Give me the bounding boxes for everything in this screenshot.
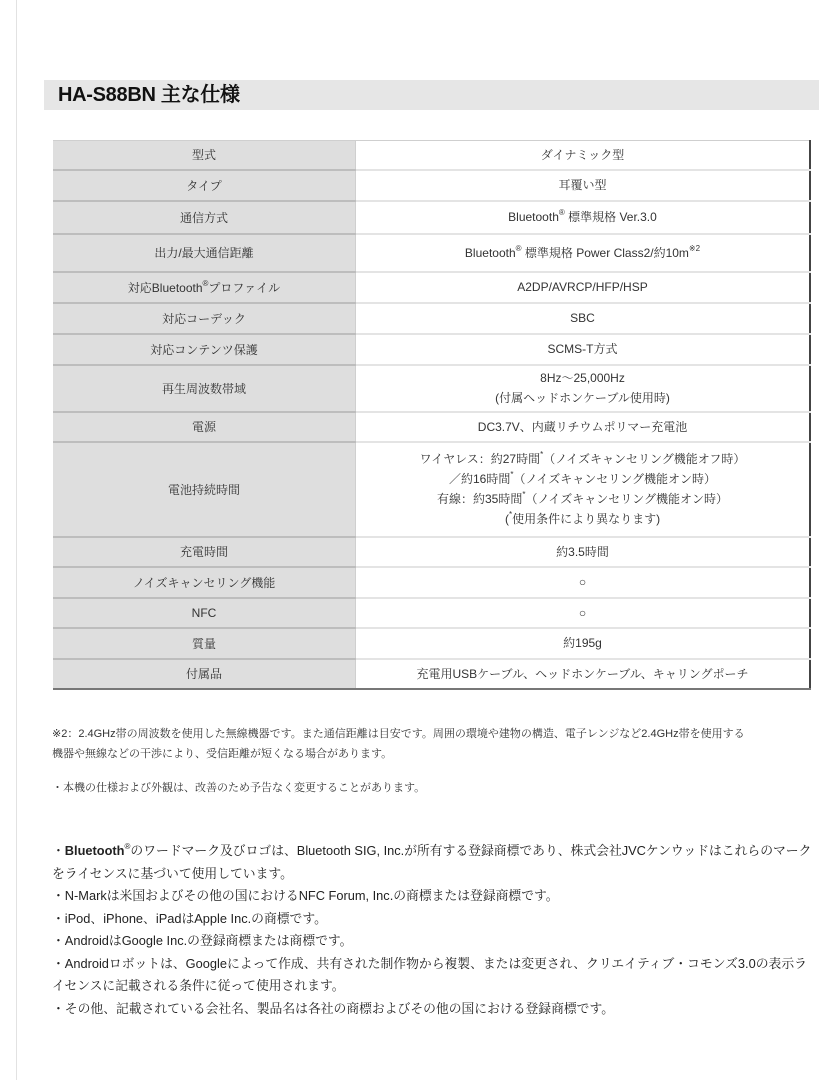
spec-value	[356, 659, 811, 689]
spec-value-line: 約195g	[563, 636, 602, 650]
registered-mark: ®	[202, 278, 209, 288]
trademark-others: ・その他、記載されている会社名、製品名は各社の商標およびその他の国における登録商標です。	[52, 1000, 615, 1016]
spec-value	[356, 365, 811, 412]
spec-value-line: 8Hz〜25,000Hz	[540, 371, 625, 385]
spec-value	[356, 201, 811, 234]
spec-label: 通信方式	[53, 201, 356, 234]
spec-row	[53, 334, 810, 365]
spec-value	[356, 272, 811, 303]
spec-label: 充電時間	[53, 537, 356, 567]
spec-row	[53, 412, 810, 442]
spec-value	[356, 234, 811, 272]
registered-mark: ®	[124, 842, 131, 851]
trademark-bluetooth	[52, 840, 812, 885]
trademark-bluetooth-text: のワードマーク及びロゴは、Bluetooth SIG, Inc.が所有する登録商標であり、株式会社JVCケンウッドはこれらのマークをライセンスに基づいて使用しています。	[52, 843, 812, 881]
spec-label: 出力/最大通信距離	[53, 234, 356, 272]
trademark-nmark: ・N-Markは米国およびその他の国におけるNFC Forum, Inc.の商標または登録商標です。	[52, 888, 559, 903]
spec-row	[53, 234, 810, 272]
spec-value	[356, 334, 811, 365]
spec-label: 電池持続時間	[53, 442, 356, 537]
spec-table	[53, 140, 811, 690]
spec-value-line: ／約16時間*（ノイズキャンセリング機能オン時）	[448, 470, 717, 486]
spec-row	[53, 272, 810, 303]
spec-value-line: ダイナミック型	[540, 147, 625, 162]
footnote-marker: ※2	[688, 243, 701, 253]
spec-label: 型式	[53, 141, 356, 170]
spec-label: ノイズキャンセリング機能	[53, 567, 356, 598]
spec-row	[53, 365, 810, 412]
footnote-marker: *	[540, 450, 544, 459]
spec-value-line: A2DP/AVRCP/HFP/HSP	[517, 280, 648, 294]
spec-row	[53, 303, 810, 334]
trademark-android: ・AndroidはGoogle Inc.の登録商標または商標です。	[52, 933, 353, 948]
spec-row	[53, 442, 810, 537]
spec-value-line: 有線：約35時間*（ノイズキャンセリング機能オン時）	[436, 490, 729, 506]
spec-value-line: Bluetooth® 標準規格 Power Class2/約$10m^{※2}$	[464, 243, 701, 260]
notes	[52, 724, 807, 798]
page-left-border	[16, 0, 17, 1080]
spec-value-line: DC3.7V、内蔵リチウムポリマー充電池	[477, 419, 688, 434]
spec-value-line: (付属ヘッドホンケーブル使用時)	[495, 391, 670, 405]
spec-row	[53, 170, 810, 201]
spec-label: 質量	[53, 628, 356, 659]
trademark-notices	[52, 840, 812, 1020]
spec-row	[53, 537, 810, 567]
spec-value-line: 約3.5時間	[556, 544, 609, 559]
page-title: HA-S88BN 主な仕様	[58, 84, 240, 106]
spec-label: 対応コーデック	[53, 303, 356, 334]
spec-row	[53, 598, 810, 628]
spec-value	[356, 442, 811, 537]
spec-label: 付属品	[53, 659, 356, 689]
spec-value-line: SCMS-T方式	[547, 342, 618, 356]
spec-row	[53, 201, 810, 234]
spec-row	[53, 141, 810, 170]
spec-label: タイプ	[53, 170, 356, 201]
footnote-2-cont: 機器や無線などの干渉により、受信距離が短くなる場合があります。	[52, 748, 393, 760]
spec-table-body	[53, 141, 810, 689]
spec-value	[356, 141, 811, 170]
registered-mark: ®	[515, 243, 522, 253]
spec-value	[356, 170, 811, 201]
spec-value	[356, 412, 811, 442]
spec-value	[356, 598, 811, 628]
spec-value-line: ○	[578, 575, 587, 589]
trademark-apple: ・iPod、iPhone、iPadはApple Inc.の商標です。	[52, 910, 327, 926]
footnote-marker: *	[522, 490, 526, 499]
spec-row	[53, 659, 810, 689]
spec-value-line: (*使用条件により異なります)	[504, 510, 661, 526]
title-bar	[44, 80, 819, 110]
registered-mark: ®	[558, 208, 565, 217]
trademark-android-robot: ・Androidロボットは、Googleによって作成、共有された制作物から複製、または変更され、クリエイティブ・コモンズ3.0の表示ライセンスに記載される条件に従って使用されます。	[52, 955, 807, 993]
bluetooth-bold: Bluetooth	[64, 843, 125, 858]
spec-value	[356, 567, 811, 598]
bullet: ・	[52, 843, 65, 858]
spec-value	[356, 303, 811, 334]
spec-value	[356, 628, 811, 659]
spec-value-line: ワイヤレス：約27時間*（ノイズキャンセリング機能オフ時）	[419, 450, 746, 466]
spec-value-line: Bluetooth® 標準規格 Ver.3.0	[508, 208, 657, 224]
footnote-marker: *	[508, 510, 513, 519]
spec-value-line: 充電用USBケーブル、ヘッドホンケーブル、キャリングポーチ	[416, 666, 749, 681]
spec-value	[356, 537, 811, 567]
spec-row	[53, 628, 810, 659]
spec-value-line: SBC	[570, 311, 595, 325]
spec-label: 再生周波数帯域	[53, 365, 356, 412]
footnote-2: ※2：2.4GHz帯の周波数を使用した無線機器です。また通信距離は目安です。周囲の環境や建物の構造、電子レンジなど2.4GHz帯を使用する	[52, 728, 745, 740]
footnote-marker: *	[510, 470, 514, 479]
spec-label: NFC	[53, 598, 356, 628]
spec-label: 対応コンテンツ保護	[53, 334, 356, 365]
spec-label: 電源	[53, 412, 356, 442]
spec-value-line: ○	[578, 605, 587, 620]
spec-row	[53, 567, 810, 598]
spec-change-note: ・本機の仕様および外観は、改善のため予告なく変更することがあります。	[52, 782, 426, 794]
spec-value-line: 耳覆い型	[558, 178, 607, 192]
spec-label: 対応Bluetooth®プロファイル	[53, 272, 356, 303]
